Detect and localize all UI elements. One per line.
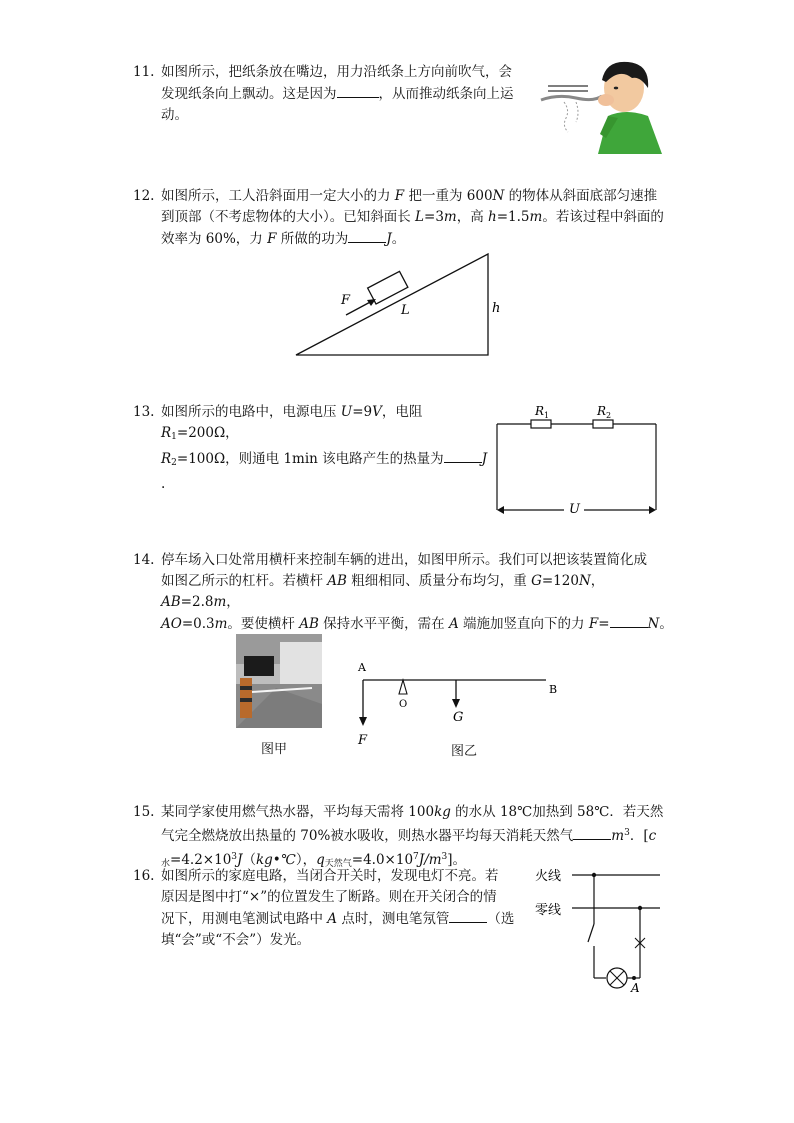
point-a-label: A	[358, 661, 366, 674]
force-label: F	[358, 733, 368, 748]
point-a-label: A	[631, 981, 640, 995]
force-label: F	[341, 293, 351, 308]
question-text: 如图所示，把纸条放在嘴边，用力沿纸条上方向前吹气，会 发现纸条向上飘动。这是因为 ，从而推动纸条向上运 动。	[161, 64, 514, 123]
incline-diagram	[290, 250, 520, 362]
height-label: h	[492, 301, 501, 316]
question-text: 如图所示的家庭电路，当闭合开关时，发现电灯不亮。若 原因是图中打“×”的位置发生了断路。则在开关闭合的情 况下，用测电笔测试电路中 A 点时，测电笔氖管 （选 填“会”或“不会”）发光。	[161, 868, 515, 948]
incline-triangle	[296, 254, 488, 355]
question-text: 如图所示，工人沿斜面用一定大小的力 F 把一重为 600N 的物体从斜面底部匀速推 到顶部（不考虑物体的大小）。已知斜面长 L=3m，高 h=1.5m。若该过程中斜面的 效率为 60%，力 F 所做的功为 J。	[161, 188, 664, 247]
point-b-label: B	[549, 683, 558, 696]
question-number: 11.	[133, 64, 155, 80]
question-number: 14.	[133, 552, 155, 568]
question-text: 某同学家使用燃气热水器，平均每天需将 100kg 的水从 18℃加热到 58℃．若天然 气完全燃烧放出热量的 70%被水吸收，则热水器平均每天消耗天然气 $m^3$．[c $_水=4.2\times 10^3J(kg•℃)$，$q_{天然气}=4.0\times 10^7J/m^3$]。	[161, 804, 664, 869]
parking-gate-photo	[236, 634, 322, 728]
answer-blank[interactable]	[610, 613, 648, 628]
gravity-label: G	[453, 710, 464, 725]
question-text: 停车场入口处常用横杆来控制车辆的进出，如图甲所示。我们可以把该装置简化成 如图乙所示的杠杆。若横杆 AB 粗细相同、质量分布均匀，重 G=120N，AB=2.8m， AO=0.3m。要使横杆 AB 保持水平平衡，需在 A 端施加竖直向下的力 F= N。	[161, 552, 673, 632]
resistor-r1	[531, 420, 551, 428]
switch	[588, 924, 594, 942]
voltage-label: U	[569, 502, 580, 517]
answer-blank[interactable]	[573, 825, 611, 840]
fire-wire-label: 火线	[535, 869, 562, 884]
question-text: 如图所示的电路中，电源电压 U=9V，电阻 $R_1=200\Omega$， $R_2=100\Omega$，则通电 1min 该电路产生的热量为 J .	[161, 404, 488, 492]
household-circuit-diagram	[532, 862, 664, 996]
question-number: 13.	[133, 404, 155, 420]
answer-blank[interactable]	[348, 228, 386, 243]
length-label: L	[401, 303, 410, 318]
resistor-r2	[593, 420, 613, 428]
fulcrum	[399, 680, 407, 694]
question-number: 16.	[133, 868, 155, 884]
figure-caption-yi: 图乙	[451, 744, 478, 759]
neutral-wire-label: 零线	[535, 903, 562, 918]
answer-blank[interactable]	[337, 83, 379, 98]
question-number: 12.	[133, 188, 155, 204]
point-o-label: O	[399, 699, 408, 710]
answer-blank[interactable]	[449, 908, 487, 923]
r2-label: $R_2$	[597, 404, 612, 420]
answer-blank[interactable]	[444, 448, 482, 463]
r1-label: $R_1$	[535, 404, 550, 420]
figure-caption-jia: 图甲	[261, 742, 288, 757]
boy-blowing-paper-illustration	[536, 58, 664, 158]
series-circuit-diagram	[490, 400, 662, 520]
question-number: 15.	[133, 804, 155, 820]
